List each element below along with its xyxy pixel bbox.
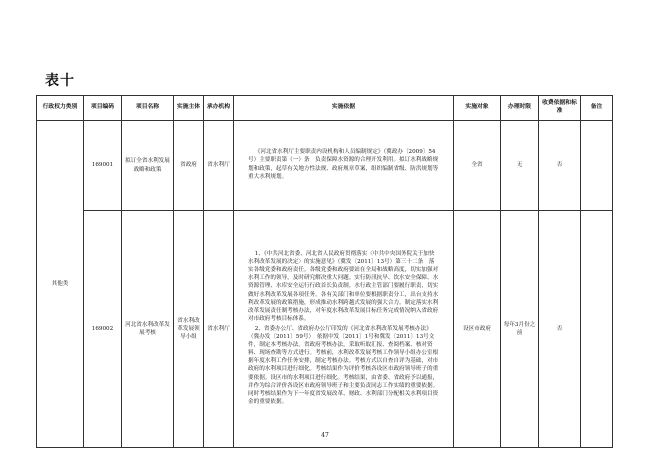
code-cell: 169001 <box>84 121 122 211</box>
table-row <box>37 121 613 211</box>
header-subject: 实施主体 <box>174 96 204 121</box>
page-title: 表十 <box>45 73 75 89</box>
remark-cell <box>581 121 613 211</box>
header-deadline: 办理时限 <box>501 96 539 121</box>
header-code: 项目编码 <box>84 96 122 121</box>
header-target: 实施对象 <box>454 96 501 121</box>
header-remark: 备注 <box>581 96 613 121</box>
name-cell: 拟订全省水利发展战略和政策 <box>122 121 174 211</box>
name-cell: 河北省水利改革发展考核 <box>122 211 174 448</box>
table-row <box>37 211 613 448</box>
code-cell: 169002 <box>84 211 122 448</box>
header-category: 行政权力类别 <box>37 96 84 121</box>
deadline-cell: 每年3月份之前 <box>501 211 539 448</box>
power-list-table <box>36 95 613 448</box>
page-number: 47 <box>321 432 329 439</box>
target-cell: 设区市政府 <box>454 211 501 448</box>
basis-cell <box>234 121 454 211</box>
basis-paragraph: 《河北省水利厅主要职责内设机构和人员编制规定》（冀政办〔2009〕54号）主要职责第（一）条 负责保障水资源的合理开发利用。拟订水利战略规划和政策，起草有关地方性法规、政府规章草案，组织编制省级、防洪规划等重大水利规划。 <box>248 149 439 180</box>
basis-cell <box>234 211 454 448</box>
deadline-cell: 无 <box>501 121 539 211</box>
header-org: 承办机构 <box>204 96 234 121</box>
category-cell: 其他类 <box>37 121 84 448</box>
table-header-row <box>37 96 613 121</box>
header-fee: 收费依据和标准 <box>539 96 581 121</box>
remark-cell <box>581 211 613 448</box>
subject-cell: 省政府 <box>174 121 204 211</box>
subject-cell: 省水利改革发展领导小组 <box>174 211 204 448</box>
header-name: 项目名称 <box>122 96 174 121</box>
fee-cell: 否 <box>539 211 581 448</box>
basis-paragraph: 2、省委办公厅、省政府办公厅印发的《河北省水利改革发展考核办法》（冀办发〔2011〕59号） 依据中发〔2011〕1号和冀发〔2011〕13号文件，制定本考核办法。省政府考核办法，采取听取汇报、查阅档案、核对资料、现场查勘等方式进行。考核前，水利改革发展考核工作领导小组办公室根据年度水利工作任务安排，制定考核办法。考核方式以自查自评为基础，对市政府的水利项目进行细化。考核结果作为评价考核各设区市政府领导班子的重要依据。设区市的水利项目进行细化。考核结果，由省委、省政府予以通报，并作为综合评价各设区市政府领导班子和主要负责同志工作实绩的重要依据。同时考核结果作为下一年度省发展改革、财政、水利部门分配相关水利项目资金的重要依据。 <box>248 325 439 405</box>
org-cell: 省水利厅 <box>204 211 234 448</box>
org-cell: 省水利厅 <box>204 121 234 211</box>
fee-cell: 否 <box>539 121 581 211</box>
target-cell: 全省 <box>454 121 501 211</box>
header-basis: 实施依据 <box>234 96 454 121</box>
basis-paragraph: 1、《中共河北省委、河北省人民政府贯彻落实〈中共中央国务院关于加快水利改革发展的决定〉的实施意见》（冀发〔2011〕13号）第三十二条 落实各级党委和政府责任。各级党委和政府要站在全局和战略高度，切实加强对水利工作的领导，及时研究解决重大问题。实行防汛抗旱、饮水安全保障、水资源管理、水库安全运行行政首长负责制。水行政主管部门要履行职责，切实做好水利改革发展各项任务。各有关部门和单位要根据职责分工，出台支持水利改革发展的政策措施，形成推动水利跨越式发展的强大合力。制定落实水利改革发展责任制考核办法，对年度水利改革发展目标任务完成情况纳入省政府对市政府考核目标体系。 <box>248 250 439 322</box>
